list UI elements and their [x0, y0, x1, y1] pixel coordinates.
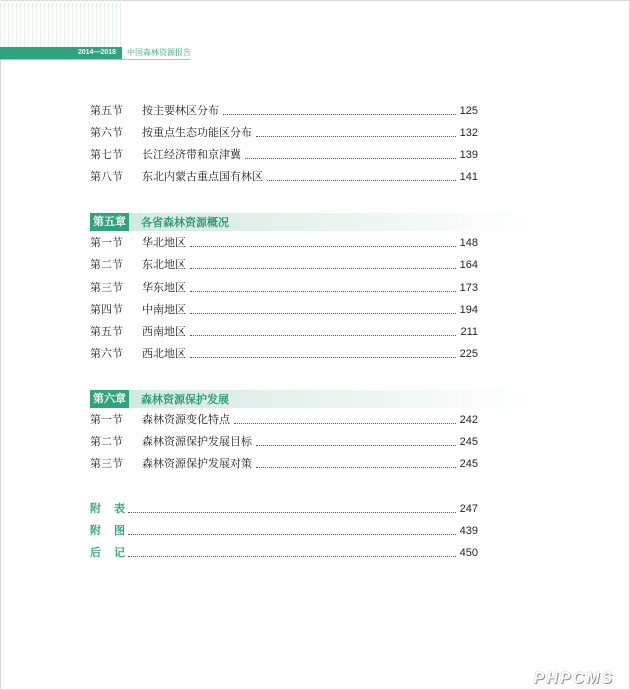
- dot-leader: [128, 555, 456, 557]
- chapter-title: 各省森林资源概况: [141, 216, 229, 229]
- header-rule: [0, 59, 190, 60]
- dot-leader: [267, 179, 456, 181]
- header-year-band: [0, 47, 122, 59]
- toc-entry[interactable]: [90, 147, 478, 163]
- appendix-label: 附 图: [90, 524, 126, 537]
- dot-leader: [190, 334, 456, 336]
- section-number: 第一节: [90, 413, 123, 426]
- section-title: 东北内蒙古重点国有林区: [142, 170, 263, 183]
- section-title: 长江经济带和京津冀: [142, 148, 241, 161]
- dot-leader: [190, 267, 456, 269]
- watermark-logo: PHPCMS: [533, 670, 614, 687]
- section-number: 第五节: [90, 104, 123, 117]
- section-title: 西北地区: [142, 347, 186, 360]
- toc-entry-appendix[interactable]: [90, 545, 478, 561]
- toc-entry[interactable]: [90, 235, 478, 251]
- toc-entry[interactable]: [90, 125, 478, 141]
- section-title: 中南地区: [142, 303, 186, 316]
- toc-entry[interactable]: [90, 434, 478, 450]
- section-number: 第四节: [90, 303, 123, 316]
- page-number: 245: [459, 458, 478, 470]
- section-number: 第六节: [90, 347, 123, 360]
- toc-entry[interactable]: [90, 346, 478, 362]
- page-number: 164: [459, 259, 478, 271]
- toc-entry[interactable]: [90, 324, 478, 340]
- section-number: 第八节: [90, 170, 123, 183]
- section-number: 第六节: [90, 126, 123, 139]
- chapter-title: 森林资源保护发展: [141, 393, 229, 406]
- page-number: 148: [459, 237, 478, 249]
- section-number: 第一节: [90, 236, 123, 249]
- dot-leader: [128, 511, 456, 513]
- section-title: 按重点生态功能区分布: [142, 126, 252, 139]
- page-number: 245: [459, 436, 478, 448]
- toc-entry[interactable]: [90, 280, 478, 296]
- section-title: 华东地区: [142, 281, 186, 294]
- section-title: 西南地区: [142, 325, 186, 338]
- page-number: 173: [459, 282, 478, 294]
- header-book-title: 中国森林资源报告: [127, 48, 191, 57]
- toc-entry-appendix[interactable]: [90, 523, 478, 539]
- section-title: 森林资源保护发展目标: [142, 435, 252, 448]
- section-title: 按主要林区分布: [142, 104, 219, 117]
- dot-leader: [190, 290, 456, 292]
- section-number: 第三节: [90, 457, 123, 470]
- section-number: 第二节: [90, 258, 123, 271]
- page-number: 132: [459, 127, 478, 139]
- section-number: 第三节: [90, 281, 123, 294]
- section-number: 第五节: [90, 325, 123, 338]
- page-number: 242: [459, 414, 478, 426]
- page-number: 450: [459, 547, 478, 559]
- chapter-heading[interactable]: [90, 213, 535, 231]
- toc-entry[interactable]: [90, 103, 478, 119]
- page-number: 139: [459, 149, 478, 161]
- toc-entry[interactable]: [90, 257, 478, 273]
- section-title: 森林资源保护发展对策: [142, 457, 252, 470]
- toc-entry[interactable]: [90, 412, 478, 428]
- chapter-heading[interactable]: [90, 390, 535, 408]
- section-number: 第七节: [90, 148, 123, 161]
- header-year-range: 2014—2018: [77, 49, 116, 56]
- dot-leader: [256, 466, 456, 468]
- page-number: 194: [459, 304, 478, 316]
- header-decoration: [0, 0, 122, 47]
- dot-leader: [190, 312, 456, 314]
- appendix-label: 后 记: [90, 546, 126, 559]
- chapter-number: 第六章: [90, 390, 129, 408]
- section-title: 华北地区: [142, 236, 186, 249]
- page-number: 141: [459, 171, 478, 183]
- page-number: 439: [459, 525, 478, 537]
- appendix-label: 附 表: [90, 502, 126, 515]
- section-title: 东北地区: [142, 258, 186, 271]
- dot-leader: [190, 245, 456, 247]
- dot-leader: [190, 356, 456, 358]
- chapter-number: 第五章: [90, 213, 129, 231]
- dot-leader: [245, 157, 456, 159]
- toc-entry[interactable]: [90, 169, 478, 185]
- dot-leader: [128, 533, 456, 535]
- page-number: 211: [460, 326, 478, 338]
- toc-entry[interactable]: [90, 302, 478, 318]
- page-number: 247: [459, 503, 478, 515]
- page-number: 125: [459, 105, 478, 117]
- dot-leader: [234, 422, 456, 424]
- dot-leader: [256, 135, 456, 137]
- toc-entry-appendix[interactable]: [90, 501, 478, 517]
- dot-leader: [223, 113, 456, 115]
- page-number: 225: [459, 348, 478, 360]
- section-number: 第二节: [90, 435, 123, 448]
- section-title: 森林资源变化特点: [142, 413, 230, 426]
- dot-leader: [256, 444, 456, 446]
- toc-entry[interactable]: [90, 456, 478, 472]
